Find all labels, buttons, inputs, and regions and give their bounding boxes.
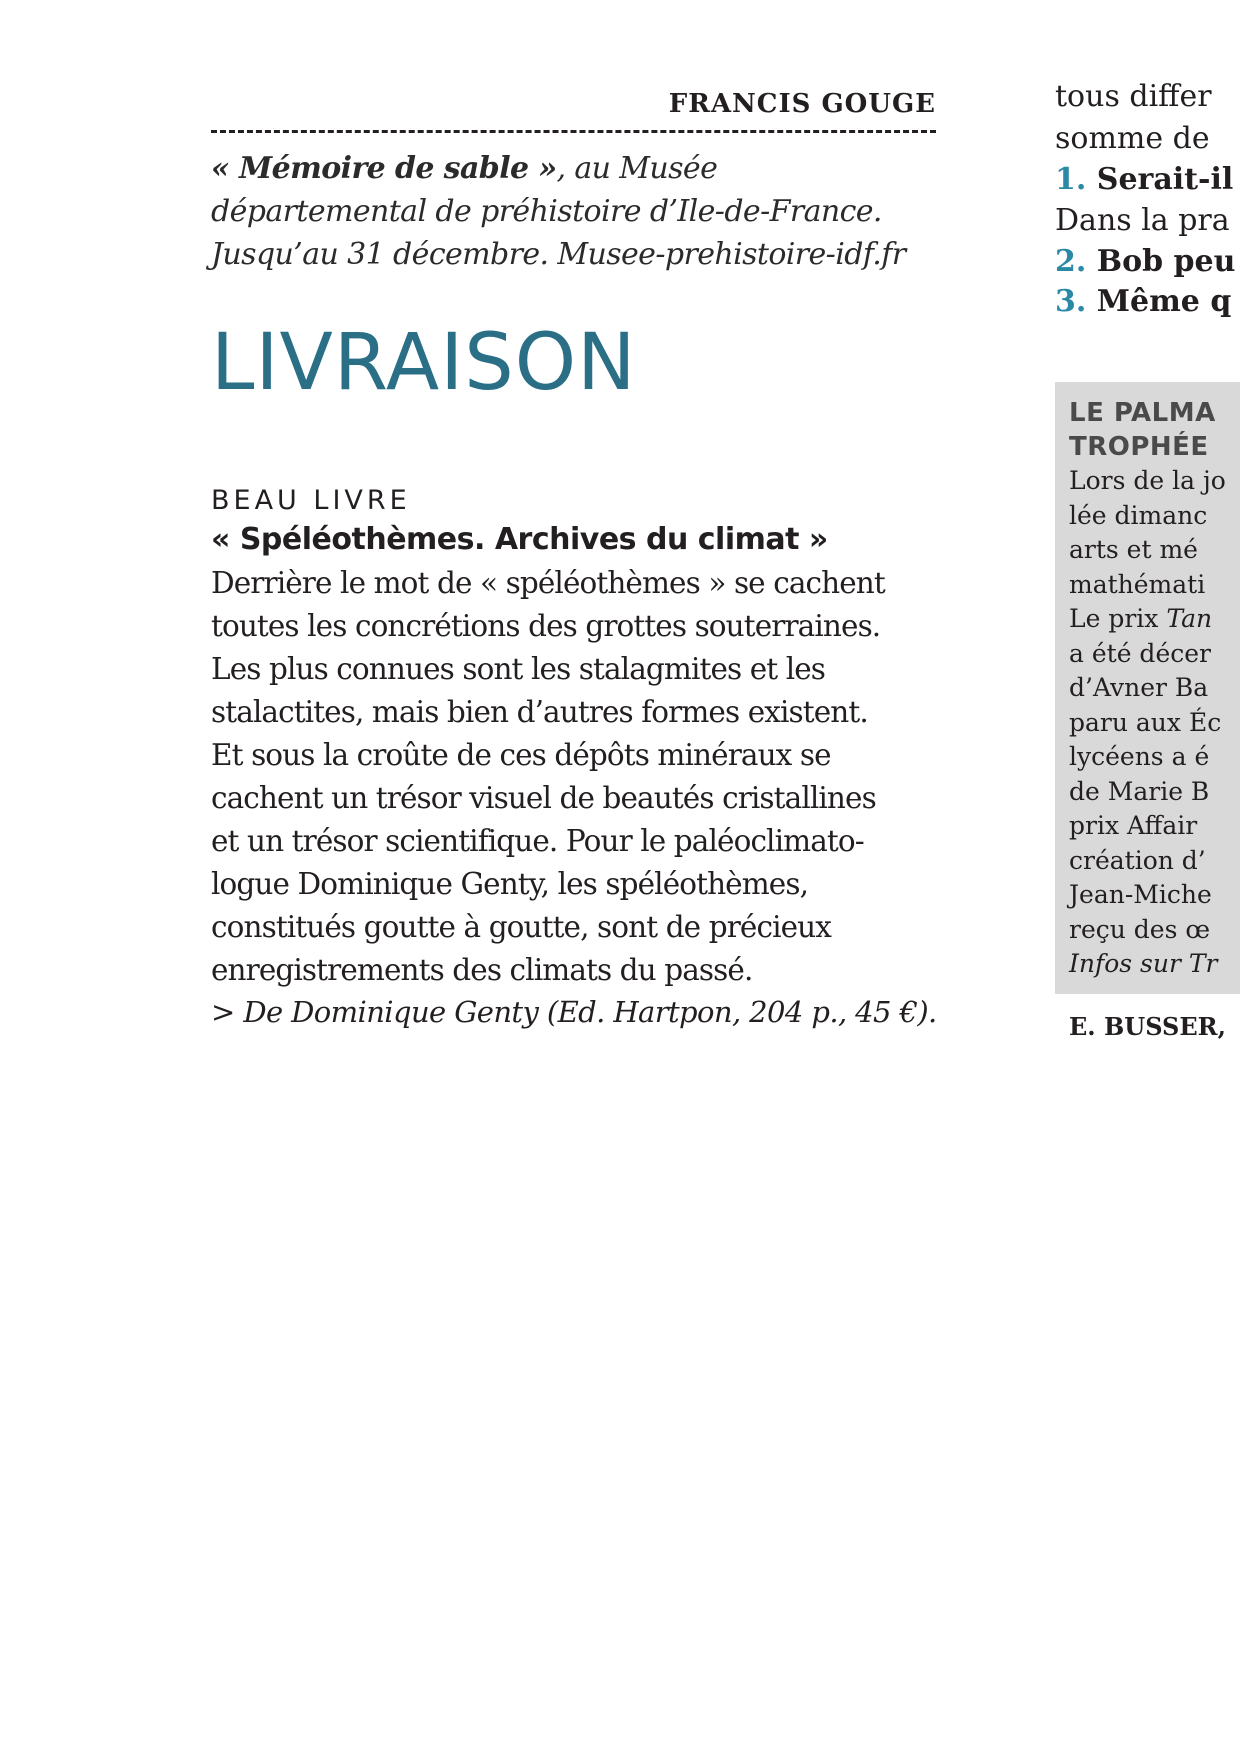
- question-1-text: Serait-il: [1086, 162, 1234, 197]
- question-3: [1055, 282, 1240, 322]
- palmares-line: a été décer: [1069, 638, 1211, 668]
- dashed-divider: [211, 130, 936, 133]
- exhibition-venue-start: , au Musée: [556, 151, 718, 186]
- palmares-subtitle: TROPHÉE: [1069, 432, 1209, 462]
- palmares-line: lycéens a é: [1069, 742, 1210, 771]
- article-column: [211, 82, 936, 1032]
- palmares-signature: E. BUSSER,: [1069, 1012, 1226, 1041]
- body-line: stalactites, mais bien d’autres formes existent.: [211, 695, 868, 729]
- palmares-line: d’Avner Ba: [1069, 673, 1209, 702]
- palmares-line: Lors de la jo: [1069, 466, 1226, 495]
- palmares-title: LE PALMA: [1069, 398, 1216, 428]
- question-2: [1055, 242, 1240, 282]
- exhibition-line-3: Jusqu’au 31 décembre. Musee-prehistoire-idf.fr: [211, 237, 906, 272]
- palmares-line: lée dimanc: [1069, 500, 1208, 530]
- body-line: enregistrements des climats du passé.: [211, 953, 753, 987]
- palmares-line: création d’: [1069, 845, 1206, 875]
- book-review-body: [211, 562, 936, 992]
- section-title: LIVRAISON: [211, 318, 637, 408]
- question-2-number: 2.: [1055, 244, 1087, 279]
- body-line: cachent un trésor visuel de beautés cristallines: [211, 781, 876, 815]
- palmares-line: paru aux Éc: [1069, 707, 1222, 737]
- palmares-text: Le prix: [1069, 604, 1167, 633]
- right-text-line: tous differ: [1055, 79, 1212, 114]
- adjacent-column-cropped: [1055, 76, 1240, 1076]
- palmares-line: prix Affair: [1069, 811, 1198, 840]
- palmares-line: mathémati: [1069, 569, 1206, 599]
- right-text-line: Dans la pra: [1055, 203, 1230, 238]
- body-line: toutes les concrétions des grottes souterraines.: [211, 609, 881, 643]
- exhibition-line-2: départemental de préhistoire d’Ile-de-France.: [211, 194, 882, 229]
- kicker-label: BEAU LIVRE: [211, 485, 411, 516]
- body-line: constitués goutte à goutte, sont de précieux: [211, 910, 832, 944]
- palmares-line: Infos sur Tr: [1069, 949, 1218, 978]
- question-3-number: 3.: [1055, 284, 1087, 319]
- exhibition-line-1: [211, 147, 936, 190]
- book-title: « Spéléothèmes. Archives du climat »: [211, 522, 828, 557]
- right-text-line: somme de: [1055, 121, 1210, 156]
- body-line: et un trésor scientifique. Pour le paléoclimato-: [211, 824, 864, 858]
- question-1-number: 1.: [1055, 162, 1087, 197]
- exhibition-info: [211, 147, 936, 276]
- question-3-text: Même q: [1086, 284, 1232, 319]
- palmares-line: arts et mé: [1069, 535, 1198, 564]
- palmares-box: [1055, 382, 1240, 994]
- body-line: Derrière le mot de « spéléothèmes » se cachent: [211, 566, 885, 600]
- exhibition-title: « Mémoire de sable »: [211, 151, 557, 186]
- palmares-line: [1069, 602, 1240, 637]
- palmares-line: de Marie B: [1069, 776, 1210, 806]
- question-2-text: Bob peu: [1086, 244, 1236, 279]
- palmares-line: reçu des œ: [1069, 914, 1211, 944]
- palmares-italic-title: Tan: [1166, 604, 1213, 633]
- body-line: logue Dominique Genty, les spéléothèmes,: [211, 867, 809, 901]
- body-line: Et sous la croûte de ces dépôts minéraux se: [211, 738, 831, 772]
- body-line: Les plus connues sont les stalagmites et les: [211, 652, 826, 686]
- question-1: [1055, 160, 1240, 200]
- author-byline: FRANCIS GOUGE: [668, 89, 936, 119]
- book-credits: > De Dominique Genty (Ed. Hartpon, 204 p., 45 €).: [211, 995, 937, 1029]
- palmares-line: Jean-Miche: [1069, 880, 1212, 909]
